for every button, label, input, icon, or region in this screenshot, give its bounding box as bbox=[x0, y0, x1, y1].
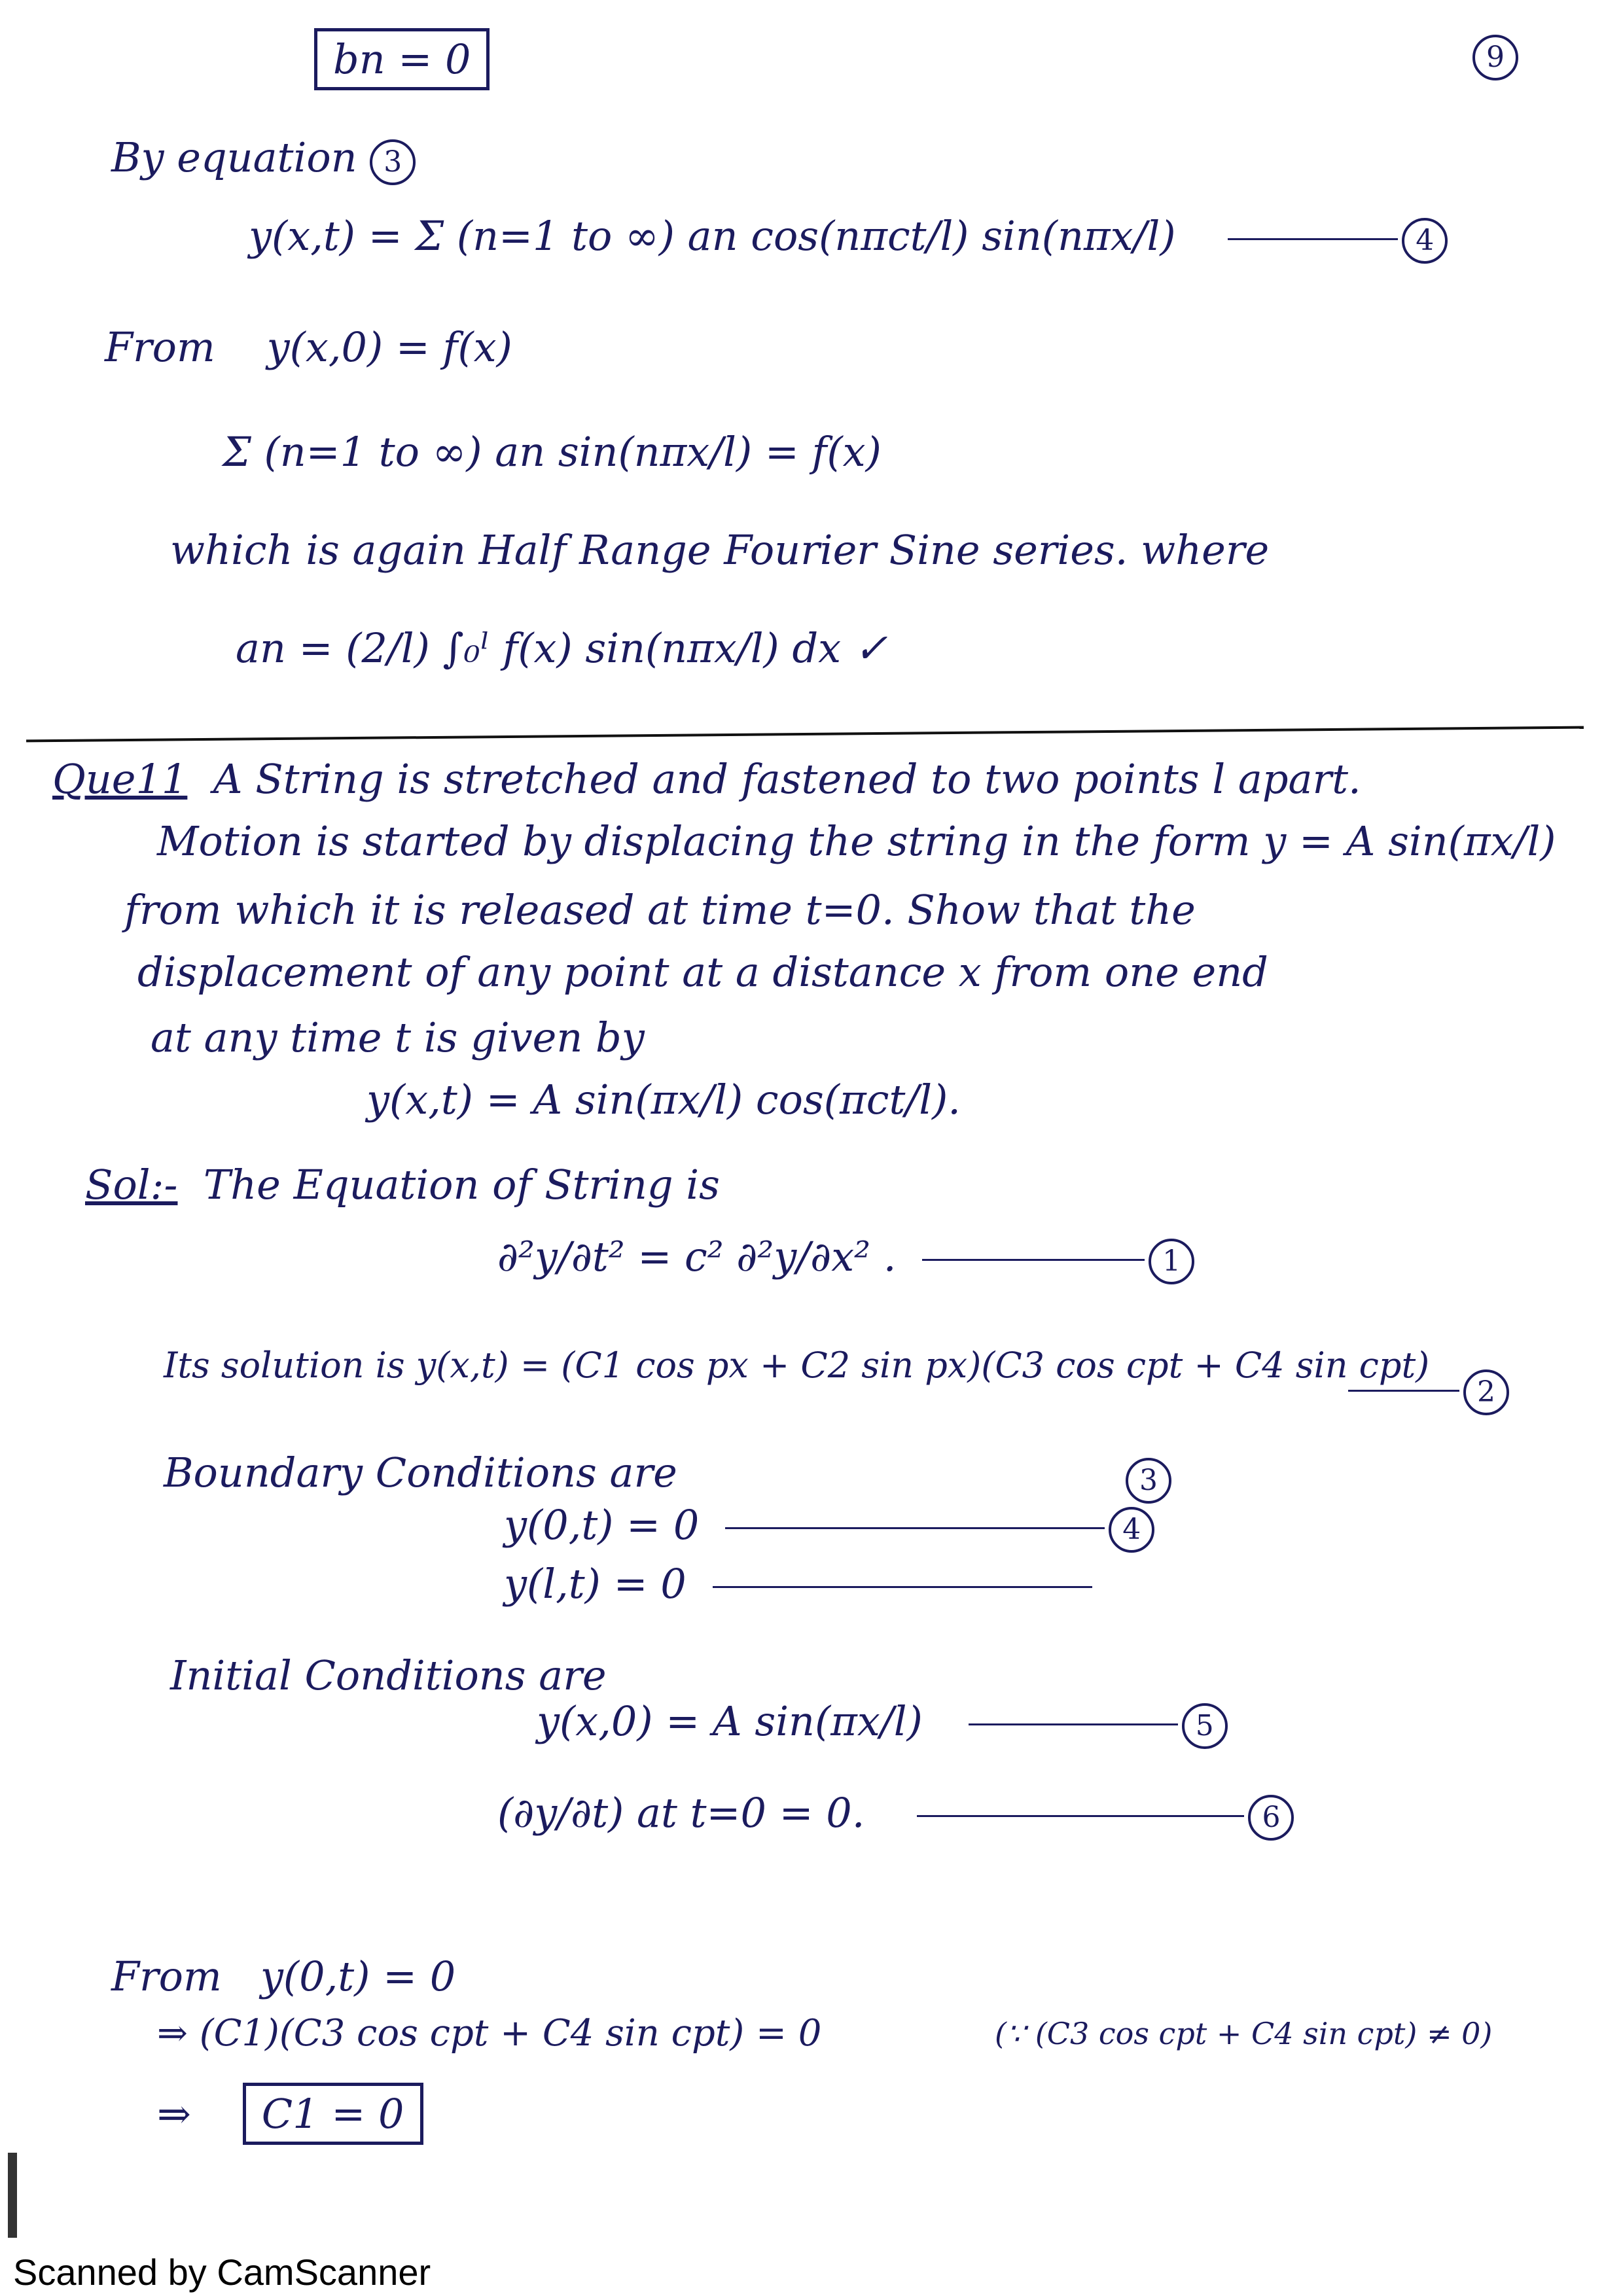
which-text: which is again Half Range Fourier Sine series. where bbox=[170, 526, 1270, 574]
question-line-3: from which it is released at time t=0. Show that the bbox=[124, 886, 1196, 934]
from-initial-line: From y(x,0) = f(x) bbox=[105, 323, 512, 371]
solution-intro: Sol:- The Equation of String is bbox=[85, 1161, 720, 1209]
from-bc-line: From y(0,t) = 0 bbox=[111, 1952, 456, 2000]
ic2: (∂y/∂t) at t=0 = 0. 6 bbox=[497, 1793, 1294, 1841]
boxed-result: bn = 0 bbox=[314, 39, 490, 80]
sum-equation: Σ (n=1 to ∞) an sin(nπx/l) = f(x) bbox=[223, 428, 882, 476]
general-solution: Its solution is y(x,t) = (C1 cos px + C2 sin px)(C3 cos cpt + C4 sin cpt) bbox=[164, 1345, 1430, 1386]
general-solution-ref: 2 bbox=[1348, 1368, 1509, 1415]
by-equation-line: By equation 3 bbox=[111, 137, 416, 185]
page-number: 9 bbox=[1472, 33, 1518, 80]
step1: ⇒ (C1)(C3 cos cpt + C4 sin cpt) = 0 bbox=[157, 2012, 822, 2055]
question-result: y(x,t) = A sin(πx/l) cos(πct/l). bbox=[366, 1076, 961, 1123]
bc1: y(0,t) = 0 4 bbox=[504, 1505, 1154, 1553]
step2: ⇒ C1 = 0 bbox=[157, 2094, 423, 2134]
bc2: y(l,t) = 0 bbox=[504, 1564, 1096, 1604]
question-line-5: at any time t is given by bbox=[151, 1014, 645, 1061]
an-formula: an = (2/l) ∫₀ˡ f(x) sin(nπx/l) dx ✓ bbox=[236, 624, 888, 672]
series-equation: y(x,t) = Σ (n=1 to ∞) an cos(nπct/l) sin(nπx/l) 4 bbox=[249, 216, 1448, 264]
boundary-label: Boundary Conditions are bbox=[164, 1449, 677, 1496]
initial-label: Initial Conditions are bbox=[170, 1651, 607, 1699]
boundary-ref: 3 bbox=[1126, 1456, 1171, 1504]
ic1: y(x,0) = A sin(πx/l) 5 bbox=[537, 1701, 1228, 1749]
question-line-4: displacement of any point at a distance x from one end bbox=[137, 948, 1268, 996]
pde: ∂²y/∂t² = c² ∂²y/∂x² . 1 bbox=[497, 1237, 1194, 1284]
divider bbox=[26, 726, 1584, 743]
question-line-2: Motion is started by displacing the string in the form y = A sin(πx/l) bbox=[157, 817, 1556, 865]
scan-edge bbox=[8, 2153, 17, 2238]
step1-note: (∵ (C3 cos cpt + C4 sin cpt) ≠ 0) bbox=[995, 2016, 1493, 2051]
question-line-1: Que11 A String is stretched and fastened to two points l apart. bbox=[52, 755, 1361, 803]
scanner-watermark: Scanned by CamScanner bbox=[13, 2252, 431, 2293]
